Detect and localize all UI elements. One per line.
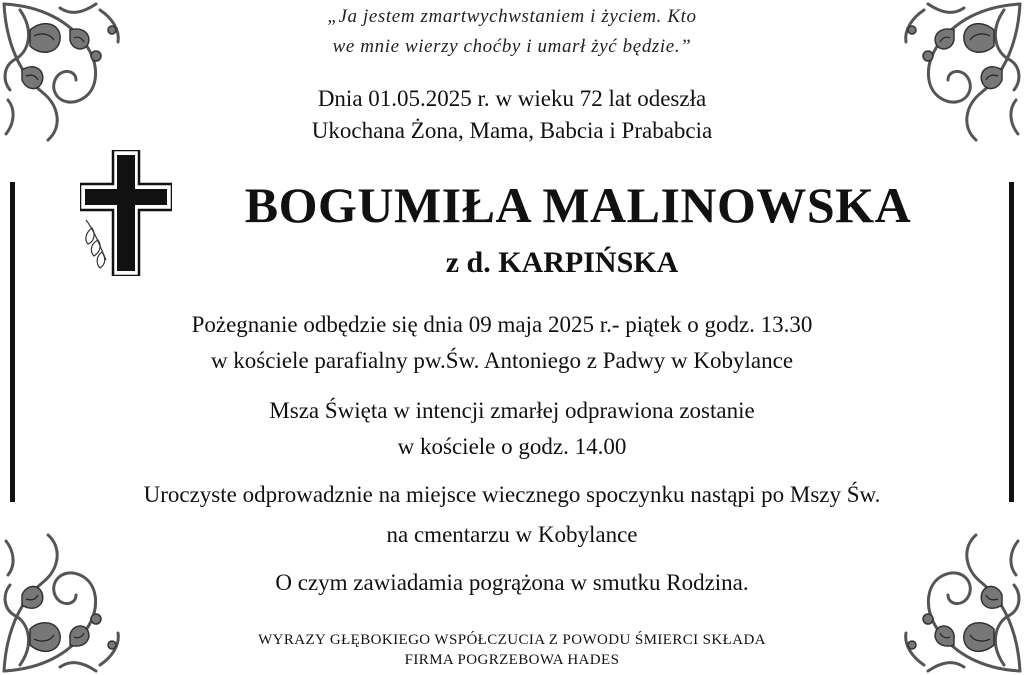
farewell-line-2: w kościele parafialny pw.Św. Antoniego z Padwy w Kobylance: [210, 348, 794, 373]
mass-line-1: Msza Święta w intencji zmarłej odprawiona zostanie: [269, 398, 755, 423]
burial-line-2: na cmentarzu w Kobylance: [386, 522, 638, 547]
farewell-line-1: Pożegnanie odbędzie się dnia 09 maja 2025 r.- piątek o godz. 13.30: [191, 312, 813, 337]
burial-line-1: Uroczyste odprowadznie na miejsce wiecznego spoczynku nastąpi po Mszy Św.: [143, 482, 881, 507]
condolence-footer-line-1: WYRAZY GŁĘBOKIEGO WSPÓŁCZUCIA Z POWODU ŚMIERCI SKŁADA: [258, 632, 766, 648]
condolence-footer-line-2: FIRMA POGRZEBOWA HADES: [404, 652, 620, 668]
quote-line-1: „Ja jestem zmartwychwstaniem i życiem. Kto: [327, 6, 697, 27]
deceased-name: BOGUMIŁA MALINOWSKA: [244, 177, 912, 233]
intro-line-2: Ukochana Żona, Mama, Babcia i Prababcia: [311, 118, 713, 143]
intro-line-1: Dnia 01.05.2025 r. w wieku 72 lat odeszła: [317, 86, 707, 111]
family-notice: O czym zawiadamia pogrążona w smutku Rodzina.: [275, 570, 749, 595]
quote-line-2: we mnie wierzy choćby i umarł żyć będzie.”: [332, 36, 692, 57]
maiden-name: z d. KARPIŃSKA: [445, 246, 679, 279]
mass-line-2: w kościele o godz. 14.00: [397, 434, 627, 459]
